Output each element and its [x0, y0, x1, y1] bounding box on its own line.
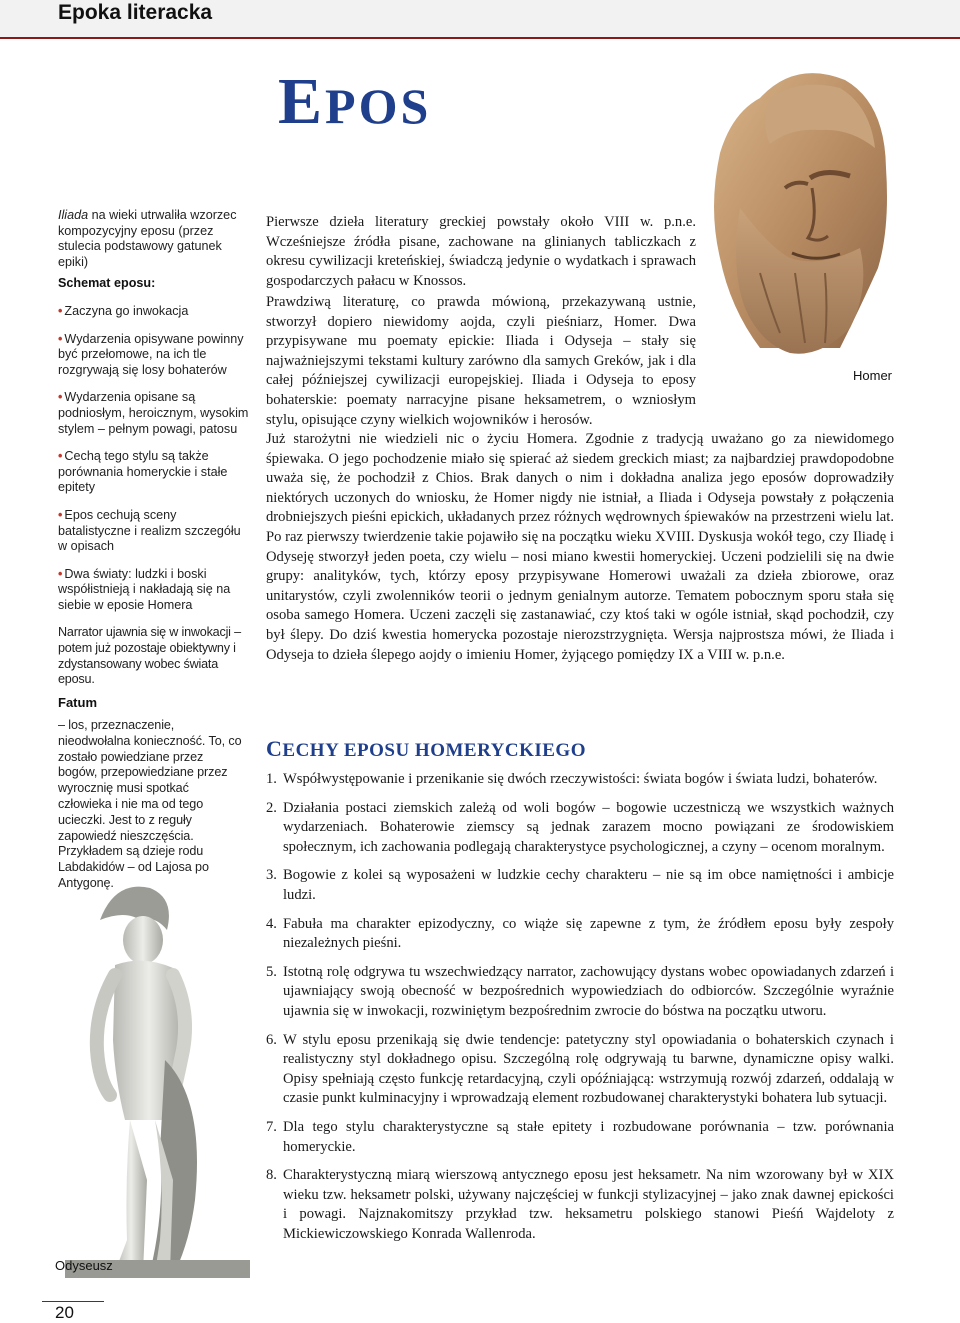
schema-bullet: [58, 449, 250, 496]
list-item: [266, 963, 894, 1022]
list-item-text: Dla tego stylu charakterystyczne są stałe epitety i rozbudowane porównania – tzw. porównania homeryckie.: [283, 1118, 894, 1155]
list-item-number: 5.: [266, 963, 277, 980]
list-item-number: 7.: [266, 1118, 277, 1135]
section-heading-rest: ECHY EPOSU HOMERYCKIEGO: [282, 740, 586, 761]
list-item-text: Działania postaci ziemskich zależą od woli bogów – bogowie uczestniczą we wszystkich ważnych wydarzeniach. Bohaterowie ziemscy są jednak zarazem mocno powiązani ze środowiskiem społecznym, ich zachowania podlegają charakterystyce psychologicznej, a czyny – ocenom moralnym.: [283, 799, 894, 855]
schema-bullet-text: Wydarzenia opisane są podniosłym, heroicznym, wysokim stylem – pełnym powagi, patosu: [58, 390, 249, 436]
sidebar-notes: [58, 208, 250, 688]
page-title-rest: POS: [325, 78, 432, 134]
schema-bullet: [58, 332, 250, 379]
list-item-text: Istotną rolę odgrywa tu wszechwiedzący narrator, zachowujący dystans wobec opowiadanych zdarzeń i ujawniający swoją obecność w bezpośrednich wypowiedziach do odbiorców. Szczególnie wyraźnie ujawnia się w inwokacji, rozwiniętym bezpośrednim zwrocie do bóstwa na początku utworu.: [283, 963, 894, 1019]
page-title-initial: E: [278, 65, 326, 138]
section-heading-initial: C: [266, 736, 283, 761]
list-item: [266, 770, 894, 790]
narrator-note: Narrator ujawnia się w inwokacji – potem już pozostaje obiektywny i zdystansowany wobec świata eposu.: [58, 625, 241, 687]
schema-bullet: [58, 567, 250, 614]
homer-caption: Homer: [853, 368, 893, 383]
schema-bullet: [58, 508, 250, 555]
schema-bullet-text: Cechą tego stylu są także porównania homeryckie i stałe epitety: [58, 449, 228, 495]
schema-bullet: [58, 390, 250, 437]
list-item-text: Fabuła ma charakter epizodyczny, co wiąże się zapewne z tym, że źródłem eposu były zespoły niezależnych pieśni.: [283, 915, 894, 952]
list-item-number: 3.: [266, 867, 277, 884]
list-item: [266, 915, 894, 954]
fatum-heading: Fatum: [58, 695, 97, 710]
homer-bust-drawing: [700, 58, 892, 378]
page-number: 20: [55, 1303, 74, 1322]
bullet-dot-icon: •: [58, 507, 63, 522]
list-item: [266, 799, 894, 858]
list-item-text: W stylu eposu przenikają się dwie tendencje: patetyczny styl opowiadania o bohaterskich czynach i realistyczny styl dokładnego opisu. Szczególną rolę odgrywają tu barwne, dynamiczne opisy walki. Opisy spełniają często funkcję retardacyjną, czyli opóźniającą: wstrzymują rozwój zdarzeń, oddalają w czasie punkt kulminacyjny i wprowadzają element rozbudowanej charakterystyki bohatera lub sytuacji.: [283, 1031, 894, 1107]
list-item-number: 1.: [266, 771, 277, 787]
section-heading: [266, 736, 586, 762]
bullet-dot-icon: •: [58, 449, 63, 464]
schema-bullet: [58, 304, 250, 320]
odysseus-statue-image: [55, 880, 260, 1278]
odysseus-caption: Odyseusz: [55, 1258, 113, 1273]
page-title: [278, 62, 431, 159]
sidebar-lead-italic: Iliada: [58, 208, 89, 222]
list-item-number: 8.: [266, 1167, 277, 1184]
header-rule: [0, 37, 960, 39]
bullet-dot-icon: •: [58, 303, 63, 318]
schema-heading: Schemat eposu:: [58, 276, 156, 291]
list-item-text: Charakterystyczną miarą wierszową antycznego eposu jest heksametr. Na nim wzorowany był w XIX wieku tzw. heksametr polski, używany najczęściej w funkcji stylizacyjnej – jako znak dawnej epickości i powagi. Najznakomitszy przykład tzw. heksametru polskiego stanowi Pieśń Wajdeloty z Mickiewiczowskiego Konrada Wallenroda.: [283, 1167, 894, 1242]
list-item-number: 2.: [266, 799, 277, 816]
sidebar-lead: [58, 208, 250, 270]
sidebar-lead-text: na wieki utrwaliła wzorzec kompozycyjny eposu (przez stulecia podstawowy gatunek epiki): [58, 208, 237, 269]
fatum-text: – los, przeznaczenie, nieodwołalna konieczność. To, co zostało powiedziane przez bogów, przepowiedziane przez wyrocznię musi spotkać człowieka i nie ma od tego ucieczki. Jest to z reguły zapowiedź nieszczęścia. Przykładem są dzieje rodu Labdakidów – od Lajosa po Antygonę.: [58, 718, 242, 890]
bullet-dot-icon: •: [58, 390, 63, 405]
list-item: [266, 1166, 894, 1244]
odysseus-statue-drawing: [55, 880, 260, 1278]
intro-paragraph: Pierwsze dzieła literatury greckiej powstały około VIII w. p.n.e. Wcześniejsze źródła pisane, zachowane na glinianych tabliczkach z okresu cywilizacji kreteńskiej, świadczą jedynie o wydatkach i sprawach gospodarczych pałacu w Knossos.: [266, 214, 696, 289]
bullet-dot-icon: •: [58, 566, 63, 581]
list-item-text: Współwystępowanie i przenikanie się dwóch rzeczywistości: świata bogów i świata ludzi, bohaterów.: [283, 771, 878, 787]
list-item-number: 4.: [266, 915, 277, 932]
list-item: [266, 866, 894, 905]
homeric-question-paragraph: Już starożytni nie wiedzieli nic o życiu Homera. Zgodnie z tradycją uważano go za niewidomego śpiewaka. O jego pochodzenie miało się spierać aż siedem greckich miast; za najbardziej prawdopodobne uważa się, że pochodził z Chios. Brak danych o nim i dokładna analiza jego eposów doprowadziły niektórych uczonych do wniosku, że Homer nigdy nie istniał, a Iliada i Odyseja powstały z połączenia drobniejszych pieśni epickich, układanych przez różnych wędrownych śpiewaków na przestrzeni wielu lat. Po raz pierwszy twierdzenie takie pojawiło się na początku wieku XVIII. Dyskusja wokół tego, czy Iliadę i Odyseję stworzył jeden poeta, czy wielu – nosi miano kwestii homeryckiej. Uczeni podzielili się na dwie grupy: analityków, tych, którzy eposy przypisywane Homerowi uważali za dzieła zbiorowe, oraz unitarystów, czyli zwolenników teorii o jednym genialnym autorze. Tematem pobocznym sporu stała się osoba samego Homera. Uczeni zaczęli się zastanawiać, czy ktoś taki w ogóle istniał, skąd pochodził, czy był ślepy. Do dziś kwestia homerycka pozostaje nierozstrzygnięta. Wersja najprostsza mówi, że Iliada i Odyseja to dzieła ślepego aojdy o imieniu Homer, żyjącego pomiędzy IX a VIII w. p.n.e.: [266, 431, 894, 663]
homer-bust-image: [700, 58, 892, 378]
schema-bullet-text: Zaczyna go inwokacja: [64, 303, 189, 318]
list-item: [266, 1118, 894, 1157]
schema-bullet-text: Wydarzenia opisywane powinny być przełomowe, na ich tle rozgrywają się losy bohaterów: [58, 331, 244, 377]
list-item-number: 6.: [266, 1031, 277, 1048]
running-header: Epoka literacka: [58, 1, 213, 24]
list-item: [266, 1031, 894, 1109]
schema-bullet-text: Epos cechują sceny batalistyczne i realizm szczegółu w opisach: [58, 507, 241, 554]
page-number-rule: [42, 1301, 104, 1302]
epos-features-list: [266, 770, 894, 1253]
homer-paragraph: Prawdziwą literaturę, co prawda mówioną, przekazywaną ustnie, stworzył dopiero niewidomy aojda, czyli pieśniarz, Homer. Dwa przypisywane mu poematy epickie: Iliada i Odyseja – stały się najważniejszymi tekstami kultury zarówno dla samych Greków, jak i dla całej późniejszej cywilizacji europejskiej. Iliada i Odyseja to eposy bohaterskie: poematy narracyjne pisane heksametrem, o wzniosłym stylu, opisujące czyny wielkich wojowników i herosów.: [266, 294, 696, 428]
schema-bullet-text: Dwa światy: ludzki i boski współistnieją i nakładają się na siebie w eposie Homera: [58, 566, 231, 612]
bullet-dot-icon: •: [58, 331, 63, 346]
list-item-text: Bogowie z kolei są wyposażeni w ludzkie cechy charakteru – nie są im obce namiętności i ambicje ludzi.: [283, 867, 894, 903]
